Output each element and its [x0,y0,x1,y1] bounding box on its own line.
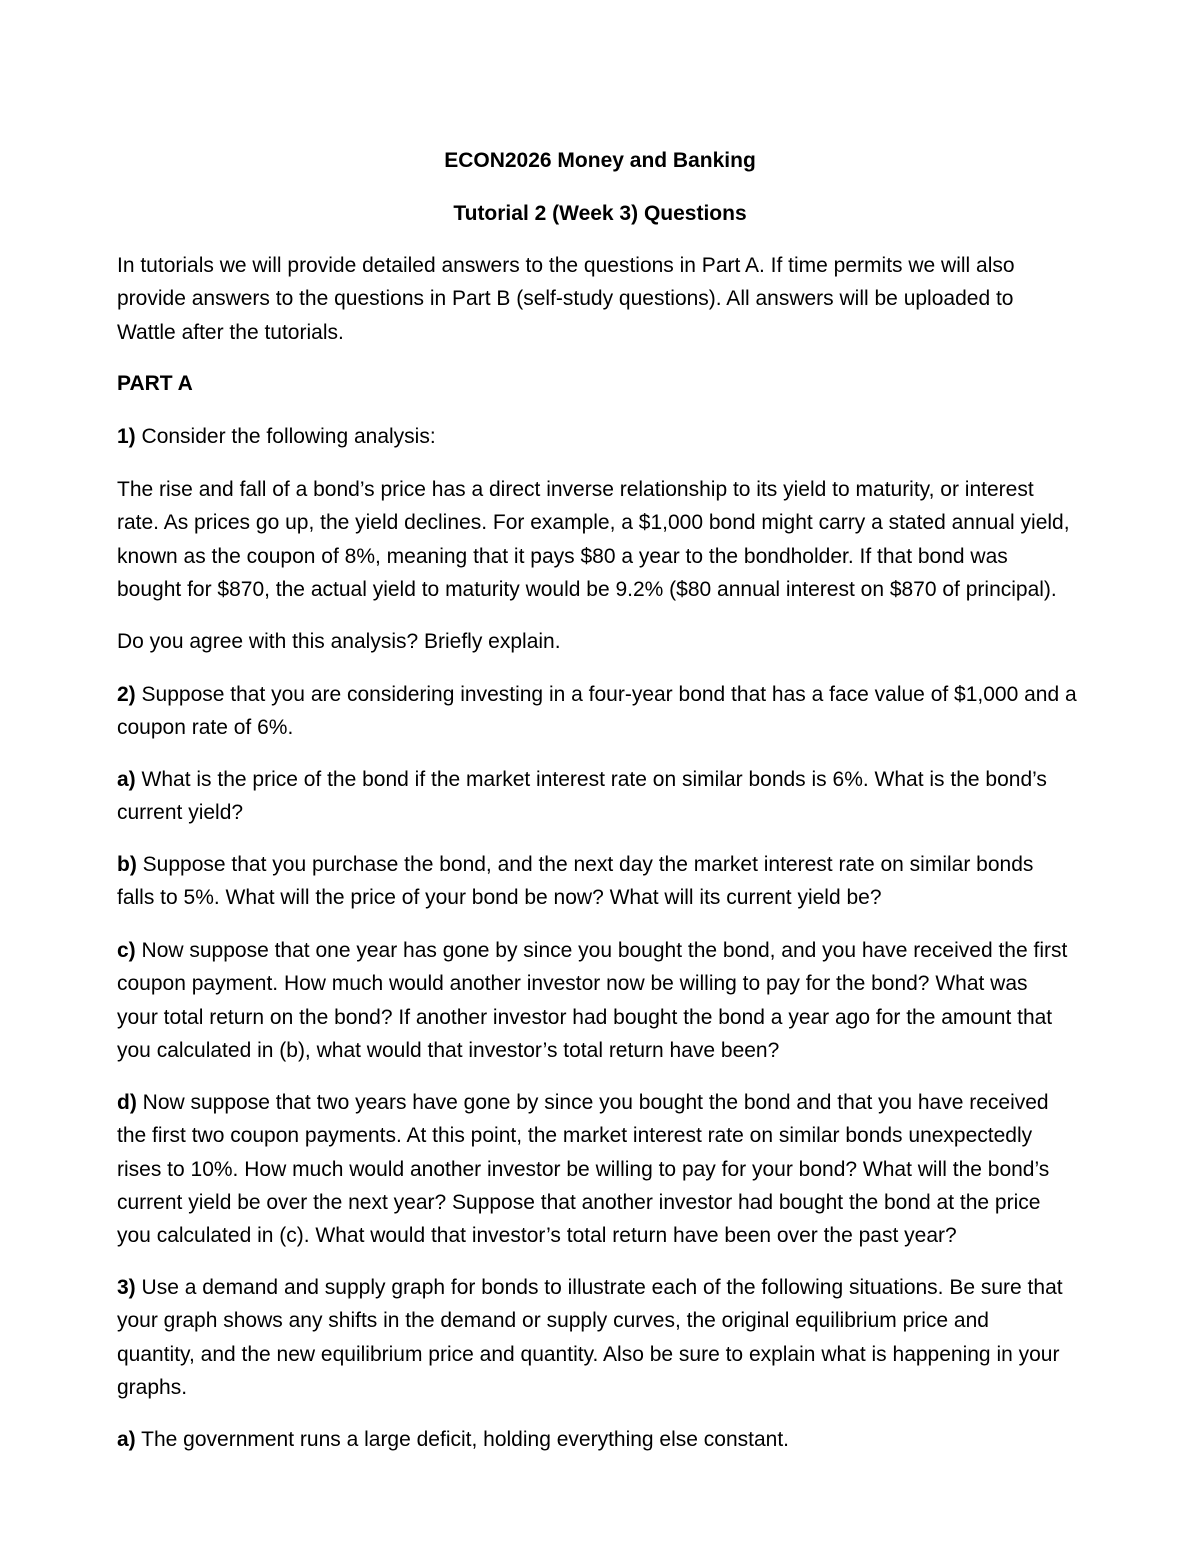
subquestion-label: d) [117,1091,137,1114]
question-text: Consider the following analysis: [135,425,436,448]
quote-line: rate. As prices go up, the yield declines. For example, a $1,000 bond might carry a stated annual yield, [117,511,1070,534]
subquestion-line [117,763,1047,797]
subquestion-text: What is the price of the bond if the market interest rate on similar bonds is 6%. What is the bond’s [135,768,1047,791]
subquestion-line: coupon payment. How much would another investor now be willing to pay for the bond? What was [117,972,1028,995]
document-title: ECON2026 Money and Banking [444,149,756,172]
question-line: graphs. [117,1376,188,1399]
subquestion-line: you calculated in (c). What would that investor’s total return have been over the past year? [117,1224,957,1247]
question-line: coupon rate of 6%. [117,716,294,739]
subquestion-text: Suppose that you purchase the bond, and the next day the market interest rate on similar bonds [136,853,1034,876]
question-text: Suppose that you are considering investing in a four-year bond that has a face value of $1,000 and a [135,683,1077,706]
question-1 [117,420,436,454]
question-number: 1) [117,425,136,448]
intro-line: provide answers to the questions in Part B (self-study questions). All answers will be uploaded to [117,287,1014,310]
subquestion-line: your total return on the bond? If another investor had bought the bond a year ago for the amount that [117,1006,1053,1029]
subquestion-label: a) [117,768,136,791]
question-3a [117,1423,789,1457]
quote-line: The rise and fall of a bond’s price has a direct inverse relationship to its yield to maturity, or interest [117,478,1034,501]
subquestion-line [117,1086,1049,1120]
question-1-ask: Do you agree with this analysis? Briefly explain. [117,630,561,653]
document-subtitle: Tutorial 2 (Week 3) Questions [453,202,747,225]
question-line: your graph shows any shifts in the demand or supply curves, the original equilibrium price and [117,1309,989,1332]
question-line: quantity, and the new equilibrium price and quantity. Also be sure to explain what is happening in your [117,1343,1060,1366]
subquestion-text: Now suppose that two years have gone by since you bought the bond and that you have received [136,1091,1049,1114]
subquestion-label: b) [117,853,137,876]
intro-line: In tutorials we will provide detailed answers to the questions in Part A. If time permits we will also [117,254,1015,277]
part-a-heading: PART A [117,372,193,395]
subquestion-line: current yield be over the next year? Suppose that another investor had bought the bond at the price [117,1191,1041,1214]
subquestion-line: rises to 10%. How much would another investor be willing to pay for your bond? What will the bond’s [117,1158,1050,1181]
subquestion-label: a) [117,1428,136,1451]
subquestion-text: The government runs a large deficit, holding everything else constant. [135,1428,790,1451]
question-line [117,678,1077,712]
subquestion-line [117,848,1033,882]
question-number: 3) [117,1276,136,1299]
subquestion-line: current yield? [117,801,244,824]
subquestion-line [117,934,1067,968]
subquestion-line: falls to 5%. What will the price of your bond be now? What will its current yield be? [117,886,882,909]
quote-line: known as the coupon of 8%, meaning that it pays $80 a year to the bondholder. If that bond was [117,545,1008,568]
subquestion-line: you calculated in (b), what would that investor’s total return have been? [117,1039,780,1062]
quote-line: bought for $870, the actual yield to maturity would be 9.2% ($80 annual interest on $870 of principal). [117,578,1057,601]
question-number: 2) [117,683,136,706]
question-line [117,1271,1063,1305]
subquestion-label: c) [117,939,136,962]
subquestion-text: Now suppose that one year has gone by since you bought the bond, and you have received the first [135,939,1068,962]
intro-line: Wattle after the tutorials. [117,321,344,344]
subquestion-line: the first two coupon payments. At this point, the market interest rate on similar bonds unexpectedly [117,1124,1033,1147]
question-text: Use a demand and supply graph for bonds to illustrate each of the following situations. Be sure that [135,1276,1063,1299]
